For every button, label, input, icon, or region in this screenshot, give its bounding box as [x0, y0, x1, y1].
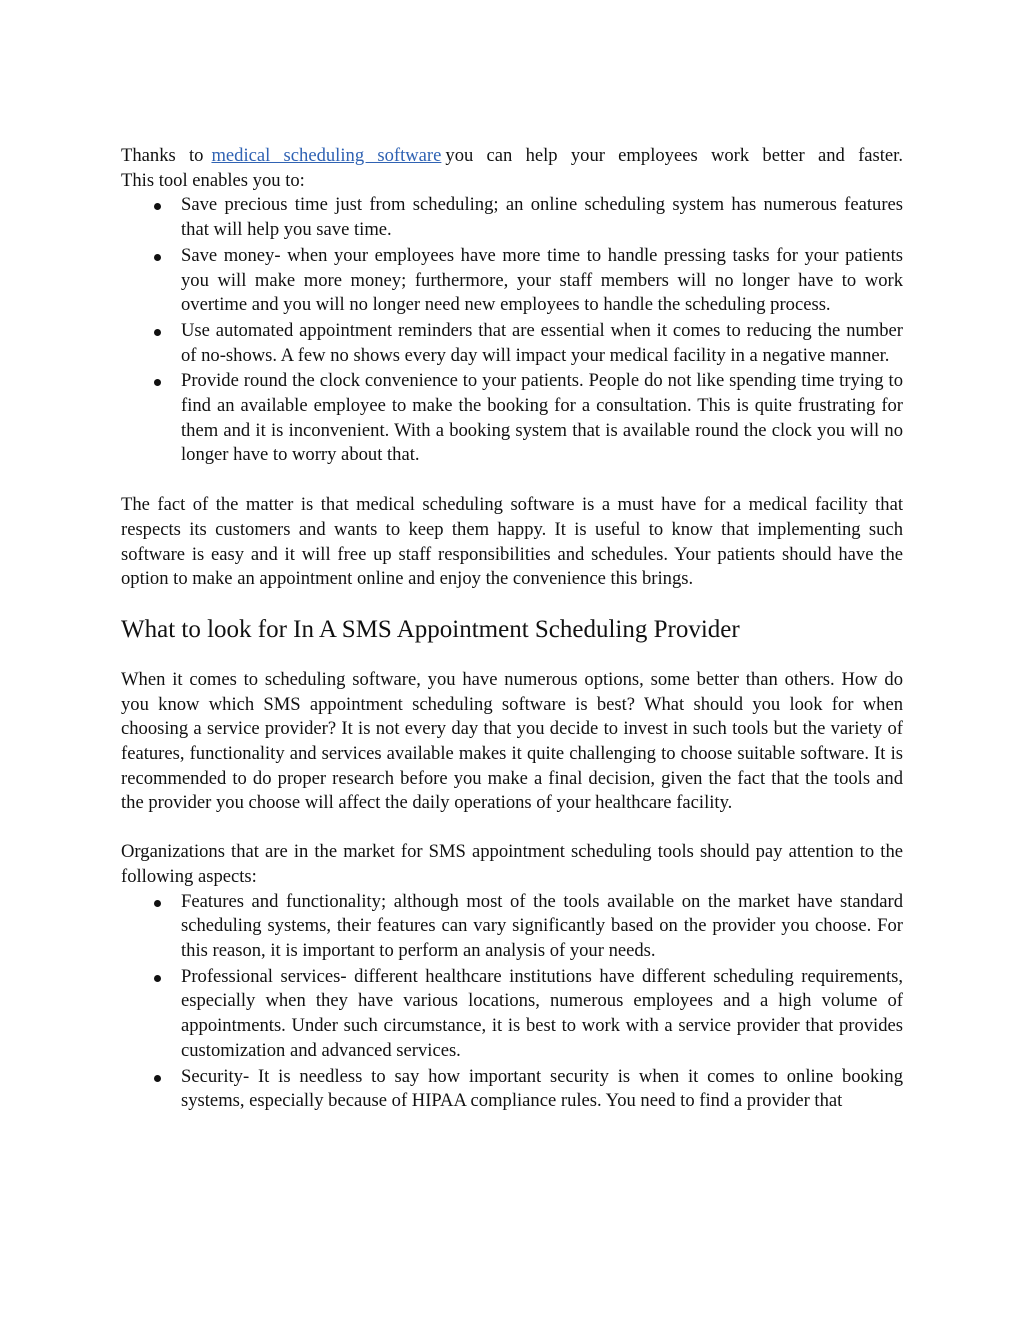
- bullet-icon: [154, 329, 161, 336]
- section-heading: What to look for In A SMS Appointment Scheduling Provider: [121, 615, 740, 643]
- bullet-icon: [154, 1075, 161, 1082]
- list-item-text: Professional services- different healthcare institutions have different scheduling requirements, especially when they have various locations, numerous employees and a high volume of appointments. Under such circumstance, it is best to work with a service provider that provides customization and advanced services.: [181, 965, 903, 1061]
- bullet-icon: [154, 900, 161, 907]
- list-item-text: Security- It is needless to say how important security is when it comes to online booking systems, especially because of HIPAA compliance rules. You need to find a provider that: [181, 1065, 903, 1112]
- aspects-list: [121, 890, 903, 1114]
- list-item: [121, 965, 903, 1064]
- list-item: [121, 890, 903, 964]
- list-item-text: Save precious time just from scheduling; an online scheduling system has numerous features that will help you save time.: [181, 194, 903, 241]
- list-item: [121, 193, 903, 242]
- medical-scheduling-software-link[interactable]: medical scheduling software: [211, 145, 442, 166]
- intro-line-2: This tool enables you to:: [121, 169, 305, 191]
- intro-suffix: you can help your employees work better and faster.: [445, 145, 903, 166]
- paragraph-orgs: Organizations that are in the market for SMS appointment scheduling tools should pay attention to the following aspects:: [121, 841, 903, 887]
- document-page: [121, 144, 903, 1115]
- bullet-icon: [154, 379, 161, 386]
- list-item: [121, 319, 903, 368]
- list-item-text: Features and functionality; although most of the tools available on the market have standard scheduling systems, their features can vary significantly based on the provider you choose. For this reason, it is important to perform an analysis of your needs.: [181, 890, 903, 961]
- paragraph-options: When it comes to scheduling software, you have numerous options, some better than others. How do you know which SMS appointment scheduling software is best? What should you look for when choosing a service provider? It is not every day that you decide to invest in such tools but the variety of features, functionality and services available makes it quite challenging to choose suitable software. It is recommended to do proper research before you make a final decision, given the fact that the tools and the provider you choose will affect the daily operations of your healthcare facility.: [121, 668, 903, 814]
- list-item-text: Provide round the clock convenience to your patients. People do not like spending time trying to find an available employee to make the booking for a consultation. This is quite frustrating for them and it is inconvenient. With a booking system that is available round the clock you will no longer have to worry about that.: [181, 370, 903, 466]
- list-item-text: Save money- when your employees have more time to handle pressing tasks for your patients you will make more money; furthermore, your staff members will no longer have to work overtime and you will no longer need new employees to handle the scheduling process.: [181, 244, 903, 316]
- paragraph-fact: The fact of the matter is that medical scheduling software is a must have for a medical facility that respects its customers and wants to keep them happy. It is useful to know that implementing such software is easy and it will free up staff responsibilities and schedules. Your patients should have the option to make an appointment online and enjoy the convenience this brings.: [121, 494, 903, 590]
- bullet-icon: [154, 254, 161, 261]
- intro-line: [121, 144, 903, 169]
- bullet-icon: [154, 975, 161, 982]
- intro-prefix: Thanks to: [121, 145, 204, 166]
- list-item-text: Use automated appointment reminders that are essential when it comes to reducing the number of no-shows. A few no shows every day will impact your medical facility in a negative manner.: [181, 319, 903, 366]
- list-item: [121, 1065, 903, 1114]
- list-item: [121, 244, 903, 318]
- bullet-icon: [154, 203, 161, 210]
- list-item: [121, 369, 903, 468]
- benefits-list: [121, 193, 903, 468]
